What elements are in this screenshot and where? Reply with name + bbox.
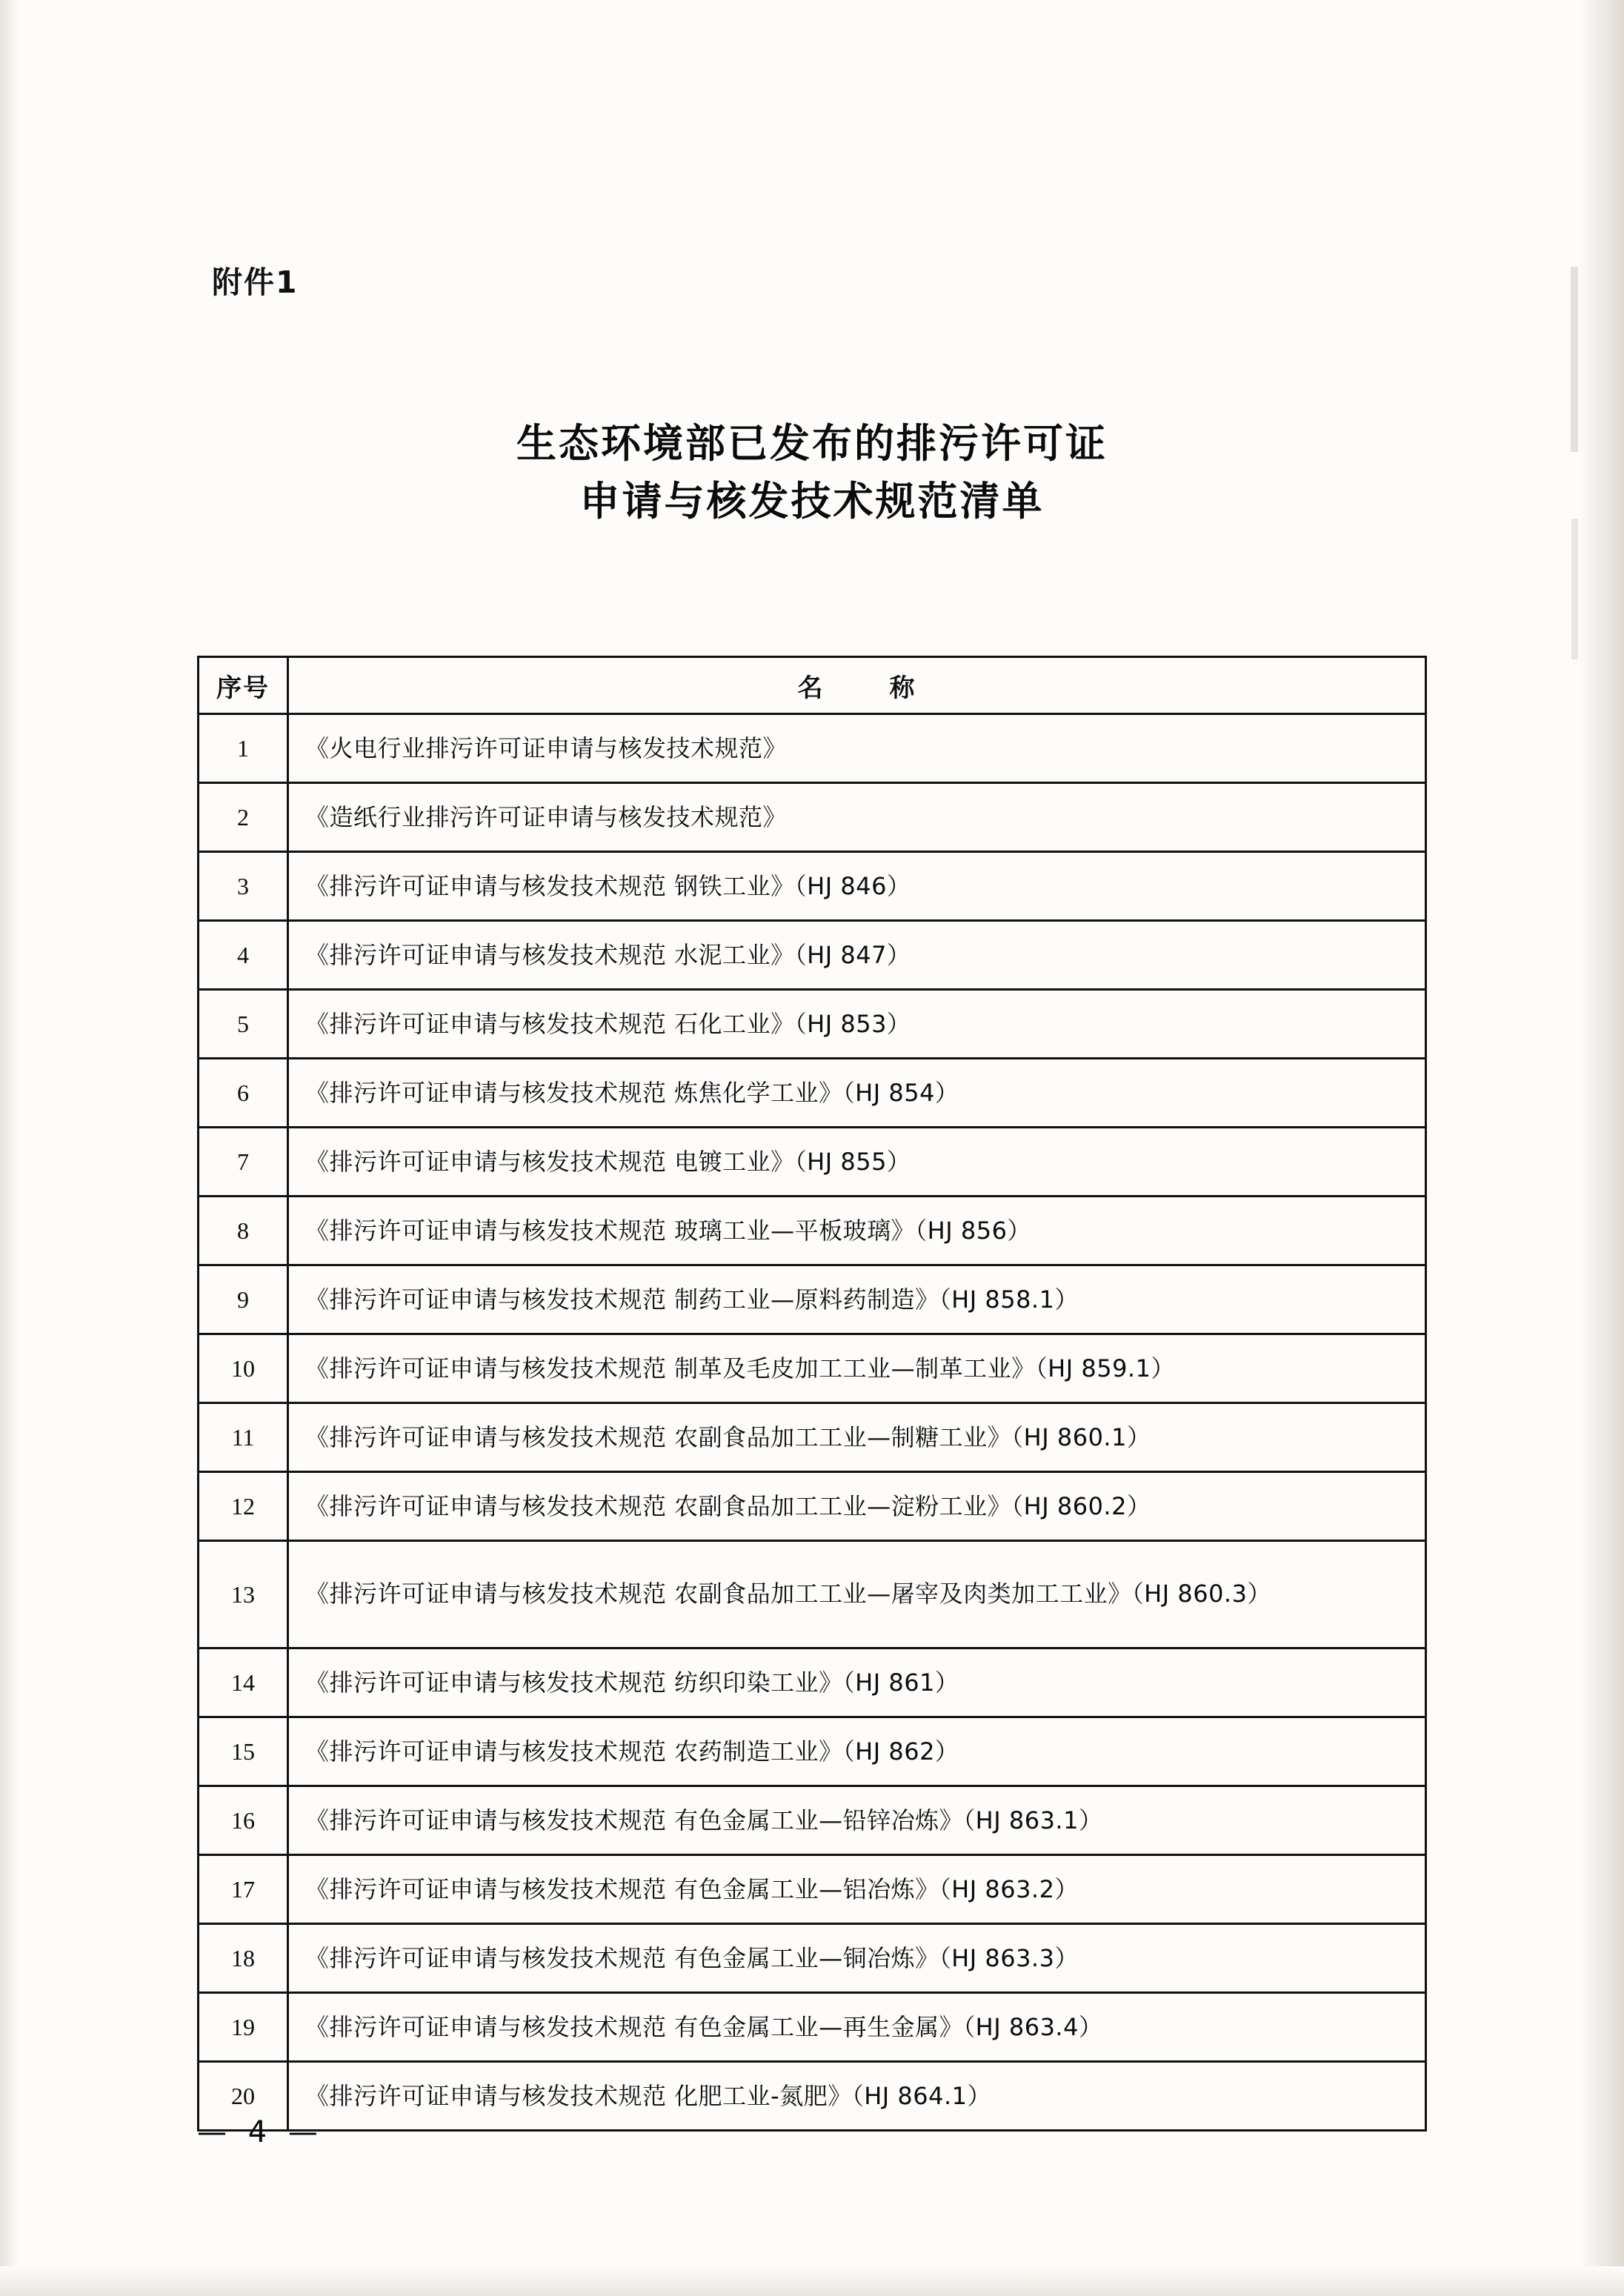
table-body [199, 714, 1426, 2131]
row-index-cell: 2 [199, 783, 288, 852]
row-index-cell: 5 [199, 990, 288, 1059]
standard-name-cell: 《排污许可证申请与核发技术规范 有色金属工业—再生金属》（HJ 863.4） [288, 1993, 1426, 2062]
row-index-cell: 4 [199, 921, 288, 990]
row-index-cell: 9 [199, 1265, 288, 1334]
standard-name-cell: 《造纸行业排污许可证申请与核发技术规范》 [288, 783, 1426, 852]
row-index-cell: 6 [199, 1059, 288, 1128]
table-row [199, 1993, 1426, 2062]
row-index-cell: 11 [199, 1403, 288, 1472]
row-index-cell: 17 [199, 1855, 288, 1924]
table-row [199, 1648, 1426, 1717]
standards-list-table [197, 656, 1427, 2132]
page-number: — 4 — [197, 2115, 324, 2149]
page-title-line-2: 申请与核发技术规范清单 [579, 478, 1045, 525]
standard-name-cell: 《排污许可证申请与核发技术规范 水泥工业》（HJ 847） [288, 921, 1426, 990]
table-row [199, 1403, 1426, 1472]
column-header-name-text: 名 称 [797, 673, 936, 703]
row-index-cell: 12 [199, 1472, 288, 1541]
column-header-name [288, 657, 1426, 714]
standard-name-cell: 《火电行业排污许可证申请与核发技术规范》 [288, 714, 1426, 783]
standard-name-cell: 《排污许可证申请与核发技术规范 电镀工业》（HJ 855） [288, 1128, 1426, 1197]
page-title-line-1: 生态环境部已发布的排污许可证 [516, 420, 1108, 467]
column-header-no: 序号 [199, 657, 288, 714]
standard-name-cell: 《排污许可证申请与核发技术规范 农药制造工业》（HJ 862） [288, 1717, 1426, 1786]
standard-name-cell: 《排污许可证申请与核发技术规范 纺织印染工业》（HJ 861） [288, 1648, 1426, 1717]
standard-name-cell: 《排污许可证申请与核发技术规范 农副食品加工工业—淀粉工业》（HJ 860.2） [288, 1472, 1426, 1541]
standard-name-cell: 《排污许可证申请与核发技术规范 农副食品加工工业—屠宰及肉类加工工业》（HJ 860.3） [288, 1541, 1426, 1648]
table-row [199, 714, 1426, 783]
table-row [199, 783, 1426, 852]
table-header-row [199, 657, 1426, 714]
standard-name-cell: 《排污许可证申请与核发技术规范 化肥工业-氮肥》（HJ 864.1） [288, 2062, 1426, 2131]
standard-name-cell: 《排污许可证申请与核发技术规范 有色金属工业—铝冶炼》（HJ 863.2） [288, 1855, 1426, 1924]
row-index-cell: 13 [199, 1541, 288, 1648]
row-index-cell: 1 [199, 714, 288, 783]
table-row [199, 1059, 1426, 1128]
standard-name-cell: 《排污许可证申请与核发技术规范 农副食品加工工业—制糖工业》（HJ 860.1） [288, 1403, 1426, 1472]
standard-name-cell: 《排污许可证申请与核发技术规范 炼焦化学工业》（HJ 854） [288, 1059, 1426, 1128]
standard-name-cell: 《排污许可证申请与核发技术规范 制革及毛皮加工工业—制革工业》（HJ 859.1） [288, 1334, 1426, 1403]
row-index-cell: 18 [199, 1924, 288, 1993]
standard-name-cell: 《排污许可证申请与核发技术规范 有色金属工业—铅锌冶炼》（HJ 863.1） [288, 1786, 1426, 1855]
row-index-cell: 3 [199, 852, 288, 921]
standard-name-cell: 《排污许可证申请与核发技术规范 石化工业》（HJ 853） [288, 990, 1426, 1059]
row-index-cell: 15 [199, 1717, 288, 1786]
table-row [199, 921, 1426, 990]
row-index-cell: 19 [199, 1993, 288, 2062]
standard-name-cell: 《排污许可证申请与核发技术规范 玻璃工业—平板玻璃》（HJ 856） [288, 1197, 1426, 1265]
table-row [199, 1334, 1426, 1403]
row-index-cell: 8 [199, 1197, 288, 1265]
table-row [199, 1265, 1426, 1334]
table-header [199, 657, 1426, 714]
table-row [199, 1197, 1426, 1265]
table-row [199, 852, 1426, 921]
standard-name-cell: 《排污许可证申请与核发技术规范 钢铁工业》（HJ 846） [288, 852, 1426, 921]
table-row [199, 1786, 1426, 1855]
row-index-cell: 10 [199, 1334, 288, 1403]
table-row [199, 1541, 1426, 1648]
row-index-cell: 14 [199, 1648, 288, 1717]
table-row [199, 1924, 1426, 1993]
row-index-cell: 7 [199, 1128, 288, 1197]
page-title [0, 415, 1624, 531]
attachment-label: 附件1 [212, 264, 299, 300]
table-row [199, 1472, 1426, 1541]
standard-name-cell: 《排污许可证申请与核发技术规范 有色金属工业—铜冶炼》（HJ 863.3） [288, 1924, 1426, 1993]
standard-name-cell: 《排污许可证申请与核发技术规范 制药工业—原料药制造》（HJ 858.1） [288, 1265, 1426, 1334]
row-index-cell: 20 [199, 2062, 288, 2131]
row-index-cell: 16 [199, 1786, 288, 1855]
table-row [199, 1855, 1426, 1924]
table-row [199, 990, 1426, 1059]
table-row [199, 1128, 1426, 1197]
table-row [199, 1717, 1426, 1786]
